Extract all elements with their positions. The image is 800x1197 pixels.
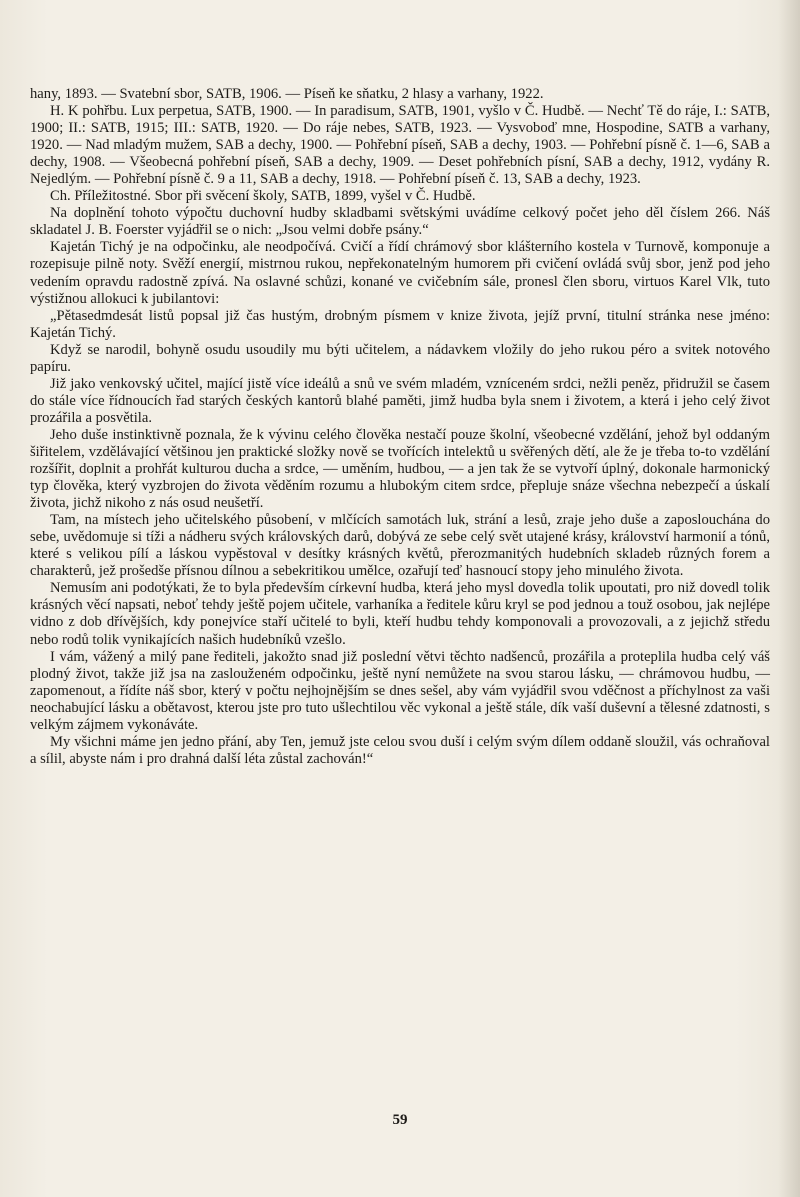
paragraph: Tam, na místech jeho učitelského působení, v mlčících samotách luk, strání a lesů, zraje jeho duše a zaposlouchána do sebe, uvědomuje si tíži a nádheru svých královských darů, dobývá ze sebe celý svět utajené krásy, království harmonií a tónů, které s velikou pílí a láskou vypěstoval v desítky krásných květů, přerozmanitých hudebních skladeb různých forem a charakterů, jež prošedše přísnou dílnou a sebekritikou umělce, ozařují teď hasnoucí stopy jeho minulého života. [30,512,770,580]
paragraph: My všichni máme jen jedno přání, aby Ten, jemuž jste celou svou duší i celým svým dílem oddaně sloužil, vás ochraňoval a sílil, abyste nám i pro drahná další léta zůstal zachován!“ [30,733,770,767]
paragraph: Na doplnění tohoto výpočtu duchovní hudby skladbami světskými uvádíme celkový počet jeho děl číslem 266. Náš skladatel J. B. Foerster vyjádřil se o nich: „Jsou velmi dobře psány.“ [30,205,770,239]
paragraph: Kajetán Tichý je na odpočinku, ale neodpočívá. Cvičí a řídí chrámový sbor klášterního kostela v Turnově, komponuje a rozepisuje pilně noty. Svěží energií, mistrnou rukou, nepřekonatelným humorem při cvičení ovládá svůj sbor, jenž pod jeho vedením opravdu radostně zpívá. Na oslavné schůzi, konané ve cvičebním sále, pronesl člen sboru, virtuos Karel Vlk, tuto výstižnou allokuci k jubilantovi: [30,239,770,307]
paragraph: I vám, vážený a milý pane řediteli, jakožto snad již poslední větvi těchto nadšenců, prozářila a proteplila hudba celý váš plodný život, takže již jsa na zaslouženém odpočinku, ještě nyní nemůžete na svou starou lásku, — chrámovou hudbu, — zapomenout, a řídíte náš sbor, který v počtu nejhojnějším se dnes sešel, aby vám vyjádřil svou vděčnost a příchylnost za vaši neochabující lásku a obětavost, kterou jste pro tuto ušlechtilou věc vykonal a ještě stále, dík vaší duševní a tělesné zdatnosti, s velkým zájmem vykonáváte. [30,648,770,733]
paragraph: Když se narodil, bohyně osudu usoudily mu býti učitelem, a nádavkem vložily do jeho rukou péro a svitek notového papíru. [30,341,770,375]
paragraph: Jeho duše instinktivně poznala, že k vývinu celého člověka nestačí pouze školní, všeobecné vzdělání, jehož byl oddaným šiřitelem, vzdělávající většinou jen praktické složky nově se tvořících intelektů u svěřených dětí, ale že je třeba to-to vzdělání rozšířit, doplnit a prohřát kulturou ducha a srdce, — uměním, hudbou, — a jen tak že se vytvoří úplný, dokonale harmonický typ člověka, který vyzbrojen do života věděním rozumu a hlubokým citem srdce, přepluje snáze všechna nebezpečí a úskalí života, jichž nikoho z nás osud neušetří. [30,426,770,512]
paragraph: H. K pohřbu. Lux perpetua, SATB, 1900. — In paradisum, SATB, 1901, vyšlo v Č. Hudbě. — Nechť Tě do ráje, I.: SATB, 1900; II.: SATB, 1915; III.: SATB, 1920. — Do ráje nebes, SATB, 1923. — Vysvoboď mne, Hospodine, SATB a varhany, 1920. — Nad mladým mužem, SAB a dechy, 1900. — Pohřební píseň, SAB a dechy, 1903. — Pohřební písně č. 1—6, SAB a dechy, 1908. — Všeobecná pohřební píseň, SAB a dechy, 1909. — Deset pohřebních písní, SAB a dechy, 1912, vydány R. Nejedlým. — Pohřební písně č. 9 a 11, SAB a dechy, 1918. — Pohřební píseň č. 13, SAB a dechy, 1923. [30,103,770,188]
paragraph: „Pětasedmdesát listů popsal již čas hustým, drobným písmem v knize života, jejíž první, titulní stránka nese jméno: Kajetán Tichý. [30,307,770,341]
page-edge-shadow [778,0,800,1197]
paragraph: Nemusím ani podotýkati, že to byla především církevní hudba, která jeho mysl dovedla tolik upoutati, pro niž dovedl tolik krásných věcí napsati, neboť tehdy ještě pojem učitele, varhaníka a ředitele kůru kryl se pod jednou a touž osobou, jak nejlépe vidno z dob dřívějších, kdy ponejvíce staří učitelé to byli, kteří hudbu tehdy komponovali a provozovali, a z jejichž středu nebo rodů tolik vynikajících našich hudebníků vzešlo. [30,580,770,648]
paragraph: hany, 1893. — Svatební sbor, SATB, 1906. — Píseň ke sňatku, 2 hlasy a varhany, 1922. [30,86,544,102]
page-number: 59 [392,1112,408,1128]
paragraph: Již jako venkovský učitel, mající jistě více ideálů a snů ve svém mladém, vzníceném srdci, nežli peněz, přidružil se časem do stále více řídnoucích řad starých českých kantorů blahé paměti, jimž hudba byla snem i životem, a která i jeho celý život prozářila a posvětila. [30,375,770,426]
body-text [30,86,770,768]
paragraph: Ch. Příležitostné. Sbor při svěcení školy, SATB, 1899, vyšel v Č. Hudbě. [50,188,476,205]
